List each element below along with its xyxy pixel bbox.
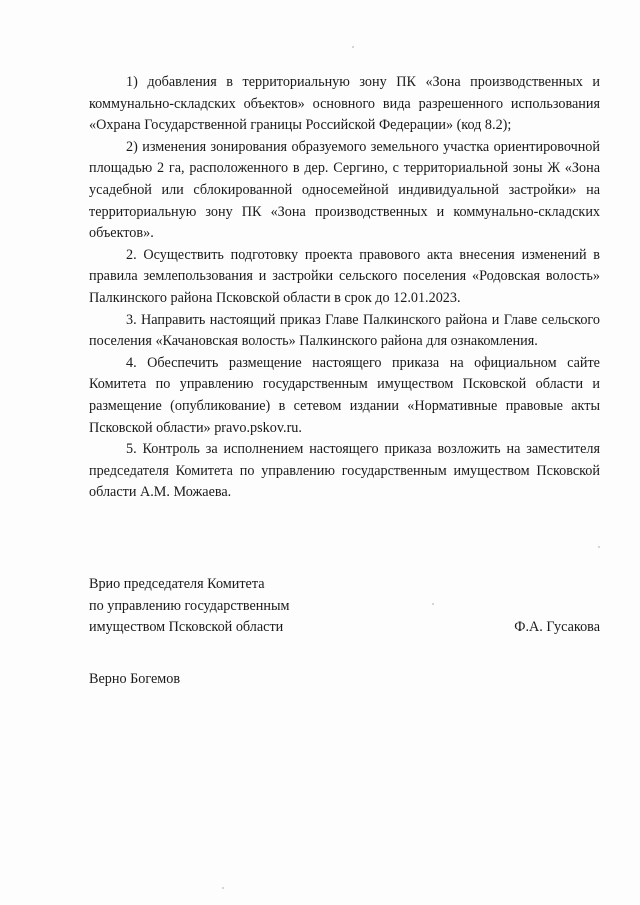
scan-speck (598, 546, 600, 548)
signatory-position-line-1: Врио председателя Комитета (89, 576, 265, 592)
paragraph-item-3: 3. Направить настоящий приказ Главе Палкинского района и Главе сельского поселения «Качановская волость» Палкинского района для ознакомления. (89, 311, 600, 350)
paragraph-item-2: 2. Осуществить подготовку проекта правового акта внесения изменений в правила землепользования и застройки сельского поселения «Родовская волость» Палкинского района Псковской области в срок до 12.01.2023. (89, 246, 600, 306)
signatory-name: Ф.А. Гусакова (514, 619, 600, 636)
signatory-position-line-3: имуществом Псковской области (89, 619, 284, 636)
scan-speck (352, 46, 354, 48)
signatory-position-line-2: по управлению государственным (89, 597, 290, 614)
paragraph-item-5: 5. Контроль за исполнением настоящего приказа возложить на заместителя председателя Комитета по управлению государственным имуществом Псковской области А.М. Можаева. (89, 441, 600, 501)
scan-speck (432, 603, 434, 605)
paragraph-item-4: 4. Обеспечить размещение настоящего приказа на официальном сайте Комитета по управлению государственным имуществом Псковской области и размещение (опубликование) в сетевом издании «Нормативные правовые акты Псковской области» pravo.pskov.ru. (89, 354, 600, 436)
paragraph-amendment-1: 1) добавления в территориальную зону ПК «Зона производственных и коммунально-складских объектов» основного вида разрешенного использования «Охрана Государственной границы Российской Федерации» (код 8.2); (89, 74, 600, 134)
scan-speck (222, 887, 224, 889)
document-body (89, 72, 600, 504)
paragraph-amendment-2: 2) изменения зонирования образуемого земельного участка ориентировочной площадью 2 га, расположенного в дер. Сергино, с территориальной зоны Ж «Зона усадебной или сблокированной односемейной индивидуальной застройки» на территориальную зону ПК «Зона производственных и коммунально-складских объектов». (89, 138, 600, 242)
signature-block (89, 574, 600, 639)
certified-copy-note: Верно Богемов (89, 671, 181, 687)
signature-row (89, 617, 600, 639)
